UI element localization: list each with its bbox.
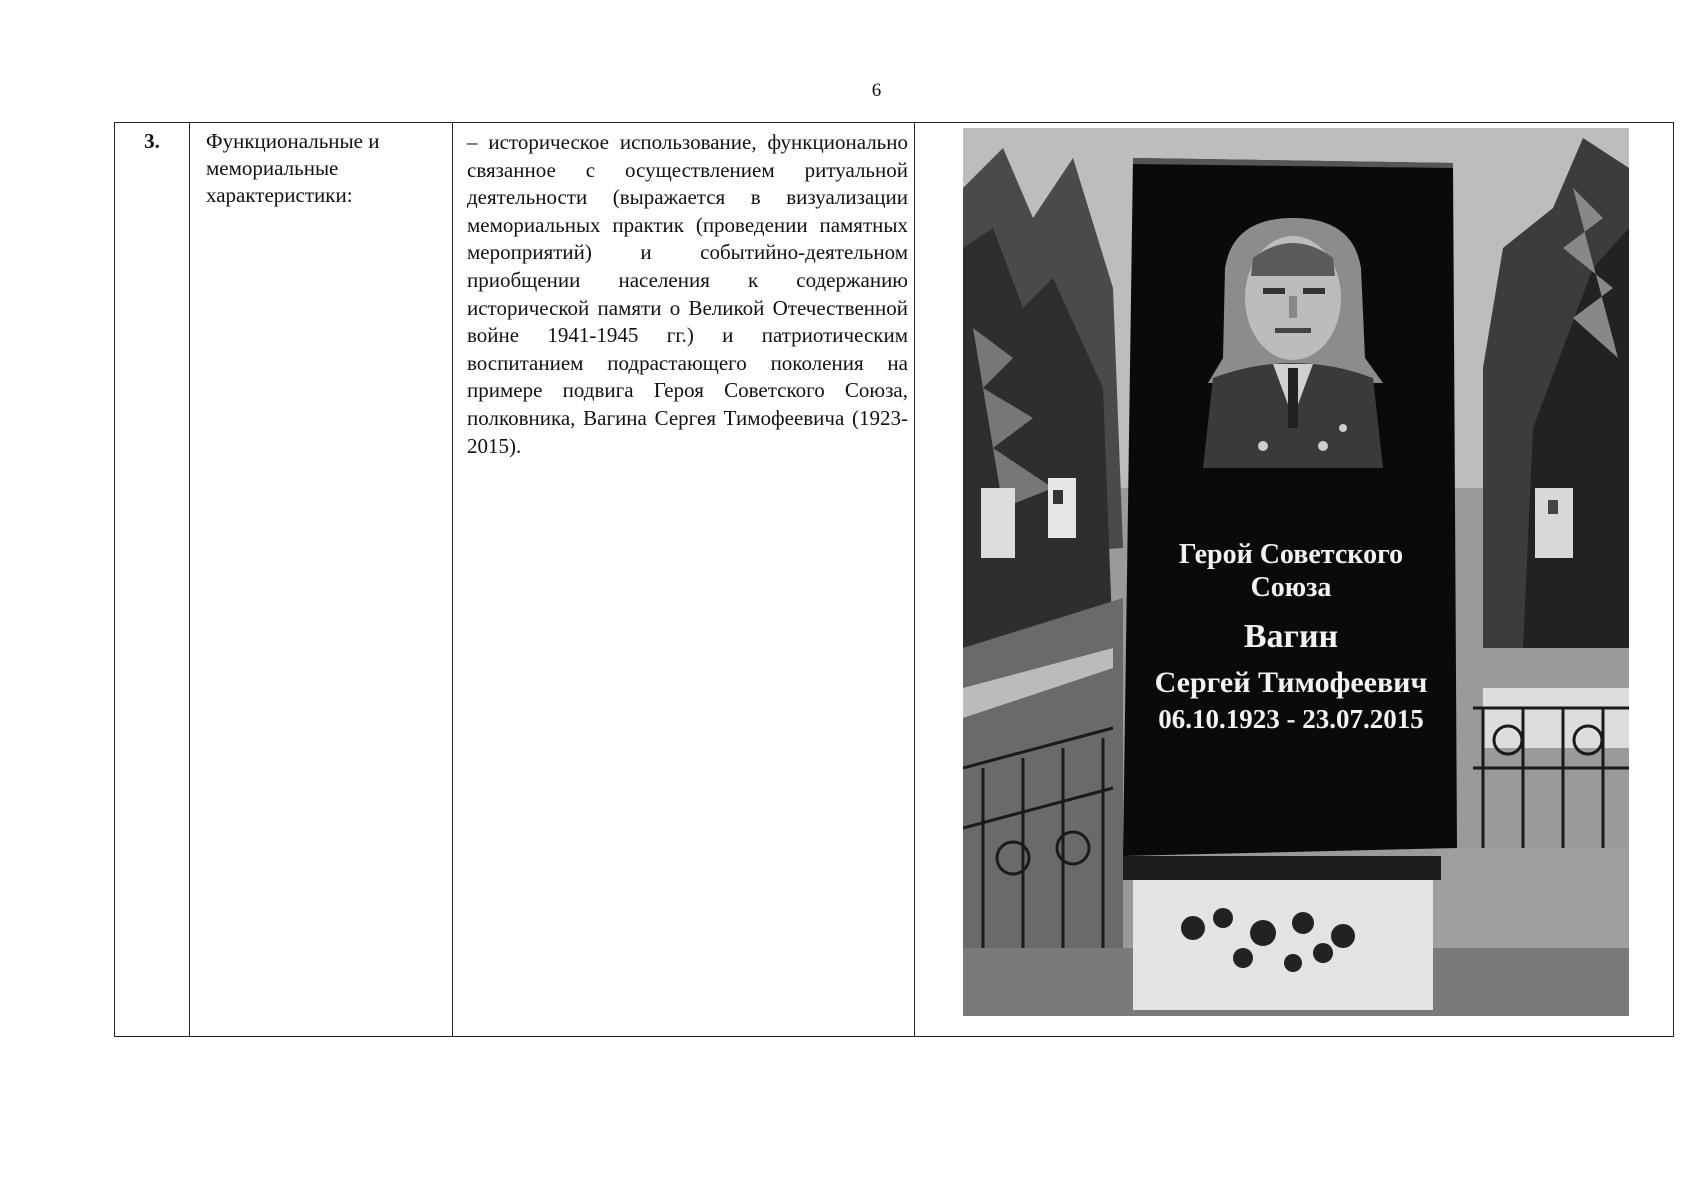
memorial-photo xyxy=(963,128,1629,1016)
table-row xyxy=(115,123,1674,1037)
inscription-title-line1: Герой Советского xyxy=(1178,539,1404,570)
photo-cell xyxy=(915,123,1674,1037)
characteristics-table xyxy=(114,122,1674,1037)
inscription-title-line2: Союза xyxy=(1250,572,1332,603)
inscription-name: Сергей Тимофеевич xyxy=(1154,666,1428,699)
inscription-dates: 06.10.1923 - 23.07.2015 xyxy=(1158,704,1424,734)
inscription-title xyxy=(1126,538,1456,604)
row-number: 3. xyxy=(115,123,190,1037)
row-label: Функциональные и мемориальные характеристики: xyxy=(190,123,453,1037)
page-number: 6 xyxy=(871,80,882,101)
inscription-surname: Вагин xyxy=(1243,618,1339,655)
row-description: – историческое использование, функционально связанное с осуществлением ритуальной деятельности (выражается в визуализации мемориальных практик (проведении памятных мероприятий) и событийно-деятельном приобщении населения к содержанию исторической памяти о Великой Отечественной войне 1941-1945 гг.) и патриотическим воспитанием подрастающего поколения на примере подвига Героя Советского Союза, полковника, Вагина Сергея Тимофеевича (1923-2015). xyxy=(453,123,915,1037)
